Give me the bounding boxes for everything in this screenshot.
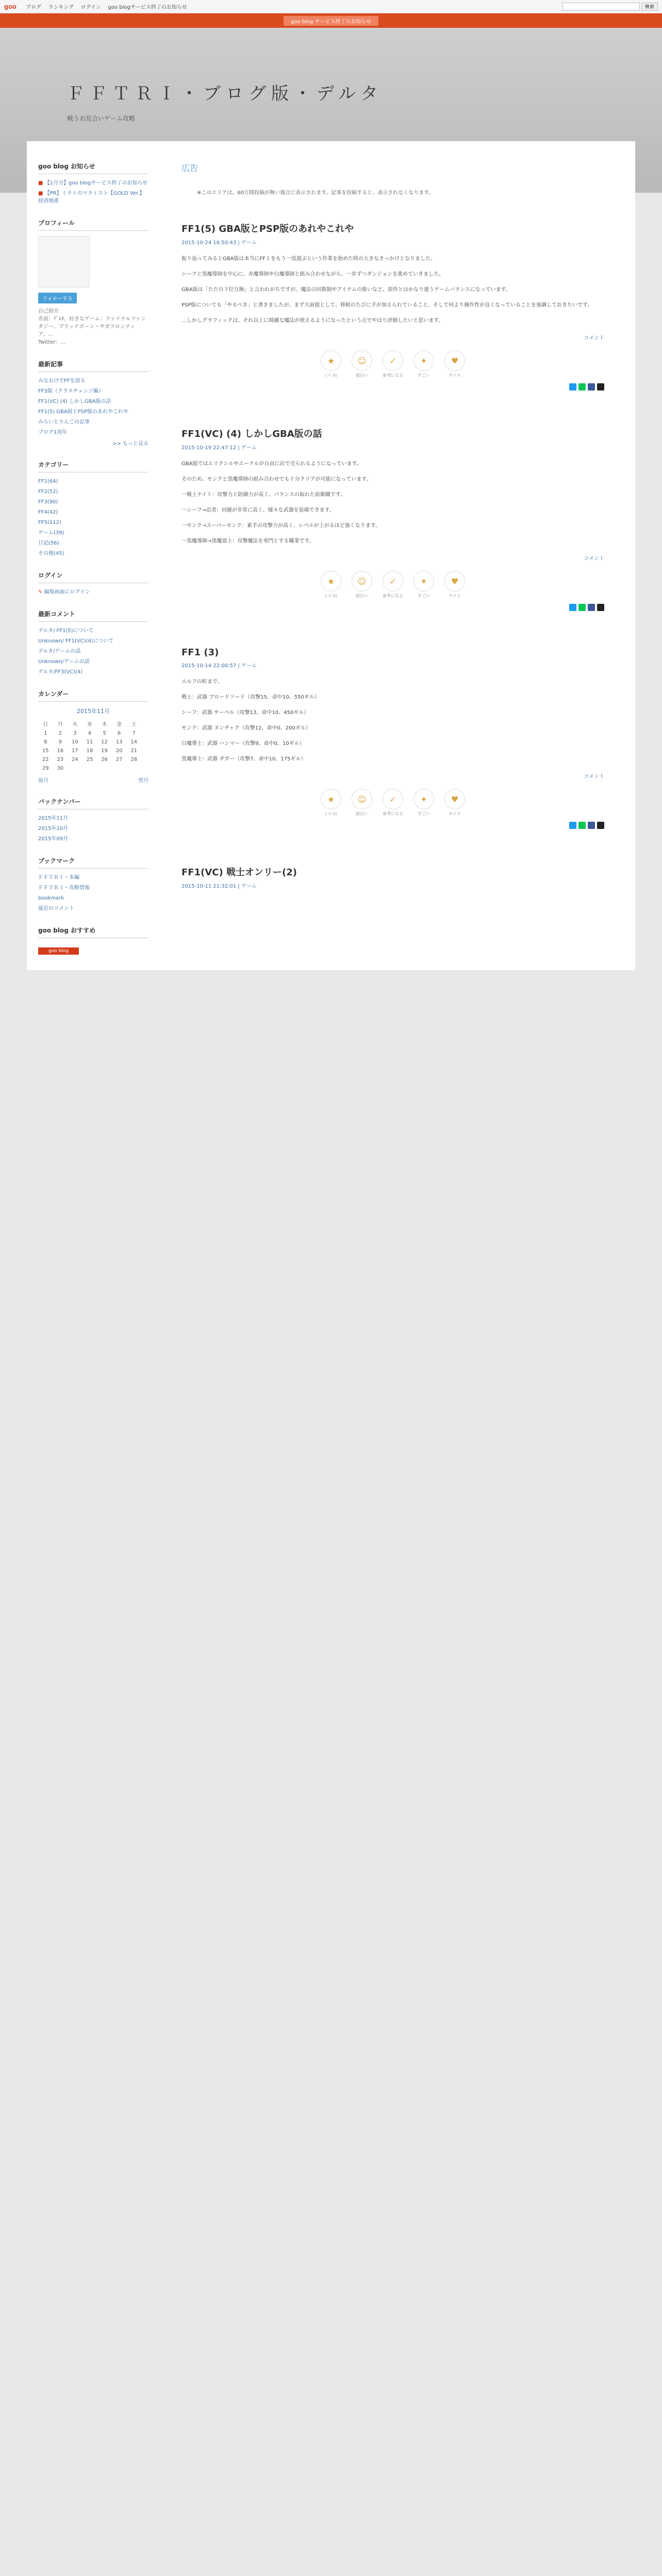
- reaction-icon: ☺: [352, 571, 372, 591]
- calendar-day: 1: [44, 731, 47, 736]
- calendar-weekday: 月: [57, 722, 63, 727]
- comment-item[interactable]: Unknown/ゲームの話: [38, 659, 90, 665]
- reaction-button[interactable]: [350, 350, 374, 378]
- calendar-day: 22: [42, 757, 49, 762]
- calendar-week: [38, 729, 141, 738]
- share-buttons: [181, 604, 604, 611]
- calendar-week: [38, 755, 141, 764]
- login-link[interactable]: [38, 588, 148, 596]
- pencil-icon: ✎: [38, 589, 44, 595]
- calendar-day: 10: [72, 739, 78, 745]
- sidebar: [27, 141, 156, 970]
- comments-heading: 最新コメント: [38, 609, 148, 622]
- comment-link[interactable]: コメント: [584, 335, 604, 341]
- category-heading: カテゴリー: [38, 460, 148, 472]
- hatena-share-icon[interactable]: [597, 604, 604, 611]
- comment-item[interactable]: デルタ/ゲームの話: [38, 649, 81, 654]
- category-item[interactable]: FF2(52): [38, 489, 58, 495]
- reaction-label: いいね: [325, 811, 337, 816]
- top-bar: [0, 0, 662, 13]
- bookmark-item[interactable]: ＦＦＴＲＩ・攻略情報: [38, 885, 90, 891]
- calendar-week: [38, 747, 141, 755]
- reaction-label: 参考になる: [383, 373, 403, 378]
- entry-paragraph: 一戦士ナイト：攻撃力と防御力が高く、バランスの取れた前衛職です。: [181, 492, 345, 498]
- recent-item[interactable]: ブログ1周年: [38, 430, 68, 435]
- blog-entry: [181, 865, 604, 889]
- line-share-icon[interactable]: [578, 383, 586, 391]
- entry-date[interactable]: 2015-10-11 21:32:01 | ゲーム: [181, 884, 257, 889]
- nav-blog[interactable]: ブログ: [25, 5, 41, 10]
- page-wrapper: [27, 141, 635, 970]
- recent-item[interactable]: みらいとりんごの記事: [38, 419, 90, 425]
- nav-ranking[interactable]: ランキング: [48, 5, 74, 10]
- calendar-weekday: 日: [43, 722, 48, 727]
- backnumber-item[interactable]: 2015年11月: [38, 816, 69, 821]
- recent-heading: 最新記事: [38, 360, 148, 372]
- reaction-button[interactable]: [443, 350, 467, 378]
- bookmark-item[interactable]: ＦＦＴＲＩ・本編: [38, 875, 79, 880]
- entry-body: [181, 460, 604, 546]
- calendar-day: [97, 764, 112, 773]
- calendar-day: 3: [73, 731, 77, 736]
- facebook-share-icon[interactable]: [588, 383, 595, 391]
- bullet-icon: ■: [38, 180, 45, 186]
- calendar-day: 26: [101, 757, 108, 762]
- reaction-button[interactable]: [350, 571, 374, 599]
- twitter-share-icon[interactable]: [569, 383, 576, 391]
- calendar-weekday: 木: [102, 722, 107, 727]
- reaction-button[interactable]: [381, 571, 405, 599]
- reaction-button[interactable]: [412, 350, 436, 378]
- calendar-table: [38, 718, 141, 773]
- category-item[interactable]: 日記(56): [38, 540, 59, 546]
- ad-note: ※このエリアは、60日間投稿が無い場合に表示されます。記事を投稿すると、表示されなくなります。: [197, 190, 434, 196]
- calendar-day: [112, 764, 127, 773]
- comment-item[interactable]: デルタ/FF3(VC)(4): [38, 669, 83, 675]
- calendar-next-link[interactable]: 翌月: [138, 778, 148, 784]
- reaction-label: いいね: [325, 373, 337, 378]
- reaction-button[interactable]: [443, 571, 467, 599]
- entry-body: [181, 255, 604, 325]
- reaction-button[interactable]: [319, 350, 343, 378]
- entry-paragraph: PSP版についても「やるべき」と書きましたが、まず大前提として、移植のたびに手が加えられていること、そして何より操作性が良くなっていることを強調しておきたいです。: [181, 302, 593, 308]
- reaction-button[interactable]: [319, 789, 343, 817]
- profile-line: Twitter：…: [38, 340, 66, 345]
- notice-bar: [0, 13, 662, 28]
- twitter-share-icon[interactable]: [569, 604, 576, 611]
- calendar-day: 24: [72, 757, 78, 762]
- info-heading: goo blog お知らせ: [38, 162, 148, 174]
- calendar-day: 7: [132, 731, 136, 736]
- calendar-month: 2015年11月: [77, 708, 110, 715]
- reaction-button[interactable]: [381, 789, 405, 817]
- twitter-share-icon[interactable]: [569, 822, 576, 829]
- calendar-week: [38, 738, 141, 747]
- calendar-day: 29: [42, 766, 49, 771]
- calendar-day: 18: [86, 748, 93, 754]
- goo-recommend-heading: goo blog おすすめ: [38, 926, 148, 938]
- backnumber-item[interactable]: 2015年09月: [38, 836, 69, 842]
- calendar-body: [38, 729, 141, 773]
- backnumber-heading: バックナンバー: [38, 797, 148, 809]
- reaction-label: いいね: [325, 594, 337, 598]
- entry-paragraph: GBA版ではエリクシルやエーテルが自由に店で売られるようになっています。: [181, 461, 362, 467]
- login-link-label: 編集画面にログイン: [44, 589, 91, 595]
- entry-list: [181, 222, 604, 889]
- blog-entry: [181, 427, 604, 611]
- calendar-day: 20: [115, 748, 123, 754]
- reaction-label: ナイス: [449, 373, 461, 378]
- nav-login[interactable]: ログイン: [80, 5, 102, 10]
- info-item-label: 【1月分】goo blogサービス終了のお知らせ: [44, 180, 148, 186]
- reaction-label: 面白い: [356, 373, 368, 378]
- info-item[interactable]: [38, 179, 148, 187]
- reaction-icon: ✦: [413, 571, 434, 591]
- goo-blog-badge[interactable]: goo blog: [38, 947, 79, 955]
- facebook-share-icon[interactable]: [588, 822, 595, 829]
- category-list: [38, 478, 148, 557]
- avatar: [38, 236, 90, 287]
- reaction-icon: ★: [321, 350, 341, 371]
- entry-paragraph: …しかしグラフィックは、それ以上に綺麗な魔法が使えるようになったという点でやはり評価したいと思います。: [181, 318, 444, 324]
- login-heading: ログイン: [38, 571, 148, 583]
- ad-label: 広告: [181, 163, 198, 173]
- calendar-day: 5: [103, 731, 106, 736]
- reaction-icon: ✦: [413, 350, 434, 371]
- calendar-heading: カレンダー: [38, 689, 148, 702]
- entry-date[interactable]: 2015-10-14 22:00:57 | ゲーム: [181, 663, 257, 669]
- reaction-buttons: [181, 789, 604, 817]
- calendar-weekday: 火: [72, 722, 78, 727]
- reaction-buttons: [181, 571, 604, 599]
- blog-description: 戦うお見合いゲーム攻略: [67, 115, 136, 122]
- hatena-share-icon[interactable]: [597, 822, 604, 829]
- reaction-icon: ☺: [352, 789, 372, 809]
- calendar-day: [68, 764, 82, 773]
- bookmark-list: [38, 874, 148, 912]
- calendar-day: [82, 764, 97, 773]
- reaction-button[interactable]: [412, 789, 436, 817]
- entry-paragraph: エルフの町まで。: [181, 679, 223, 685]
- entry-paragraph: モンク：武器 ヌンチャク（攻撃12、命中0、200ギル）: [181, 725, 311, 731]
- bookmark-item[interactable]: 最近のコメント: [38, 906, 74, 911]
- top-nav: [26, 3, 192, 10]
- top-search: [562, 3, 658, 11]
- entry-paragraph: そのため、モンクと黒魔導師の組み合わせでも十分クリアが可能になっています。: [181, 477, 372, 482]
- reaction-button[interactable]: [381, 350, 405, 378]
- calendar-weekday: 金: [117, 722, 122, 727]
- goo-logo[interactable]: goo: [4, 3, 16, 10]
- profile-line: 名前：ﾃﾞﾙﾀ、好きなゲーム：ファイナルファンタジー、ブラッドボーン・サガフロンティア、…: [38, 316, 146, 337]
- comment-link[interactable]: コメント: [584, 774, 604, 779]
- reaction-icon: ♥: [444, 571, 465, 591]
- entry-title[interactable]: FF1(5) GBA版とPSP版のあれやこれや: [181, 224, 354, 234]
- calendar-day: 4: [88, 731, 92, 736]
- blog-entry: [181, 222, 604, 391]
- entry-paragraph: 黒魔導士：武器 ダガー（攻撃7、命中10、175ギル）: [181, 756, 306, 762]
- blog-title[interactable]: ＦＦＴＲＩ・ブログ版・デルタ: [67, 83, 383, 104]
- line-share-icon[interactable]: [578, 822, 586, 829]
- info-item[interactable]: [38, 190, 148, 205]
- reaction-label: すごい: [418, 594, 430, 598]
- calendar-day: 17: [72, 748, 78, 754]
- calendar-day: 13: [115, 739, 123, 745]
- follow-button[interactable]: フォローする: [38, 293, 77, 303]
- reaction-buttons: [181, 350, 604, 378]
- backnumber-item[interactable]: 2015年10月: [38, 826, 69, 832]
- share-buttons: [181, 383, 604, 391]
- entry-body: [181, 678, 604, 764]
- comment-item[interactable]: デルタ/ FF1(5)について: [38, 628, 94, 634]
- entry-paragraph: 一モンク→スーパーモンク：素手の攻撃力が高く、レベルが上がるほど強くなります。: [181, 523, 380, 529]
- entry-paragraph: 一シーフ→忍者：回避が非常に高く、様々な武器を装備できます。: [181, 507, 335, 513]
- recent-item[interactable]: FF3版（クラスチェンジ編）: [38, 388, 104, 394]
- recent-item[interactable]: FF1(VC) (4) しかしGBA版の話: [38, 399, 111, 404]
- category-item[interactable]: その他(45): [38, 551, 64, 556]
- calendar-day: 9: [58, 739, 62, 745]
- reaction-icon: ✓: [383, 571, 403, 591]
- info-list: [38, 179, 148, 205]
- calendar-weekday: 土: [131, 722, 137, 727]
- calendar-day: 25: [86, 757, 93, 762]
- notice-link[interactable]: goo blog サービス終了のお知らせ: [284, 16, 378, 26]
- reaction-button[interactable]: [412, 571, 436, 599]
- reaction-label: 面白い: [356, 594, 368, 598]
- calendar-day: 2: [58, 731, 62, 736]
- reaction-label: すごい: [418, 811, 430, 816]
- calendar-day: 15: [42, 748, 49, 754]
- entry-paragraph: 白魔導士：武器 ハンマー（攻撃9、命中0、10ギル）: [181, 741, 305, 747]
- backnumber-list: [38, 815, 148, 843]
- calendar-day: 6: [117, 731, 121, 736]
- bookmark-heading: ブックマーク: [38, 856, 148, 869]
- profile-line: 自己紹介: [38, 309, 59, 314]
- category-item[interactable]: FF4(42): [38, 510, 58, 515]
- entry-paragraph: シーフと黒魔導師を中心に、赤魔導師や白魔導師と組み合わせながら、一歩ずつダンジョンを進めていきました。: [181, 272, 444, 277]
- reaction-label: ナイス: [449, 594, 461, 598]
- calendar-day: 27: [115, 757, 123, 762]
- bullet-icon: ■: [38, 191, 45, 196]
- entry-paragraph: シーフ：武器 サーベル（攻撃13、命中10、450ギル）: [181, 710, 309, 716]
- reaction-button[interactable]: [443, 789, 467, 817]
- recent-item[interactable]: FF1(5) GBA版とPSP版のあれやこれや: [38, 409, 129, 415]
- reaction-button[interactable]: [350, 789, 374, 817]
- reaction-icon: ♥: [444, 789, 465, 809]
- calendar-day: 14: [130, 739, 138, 745]
- reaction-label: ナイス: [449, 811, 461, 816]
- calendar-day: 30: [57, 766, 64, 771]
- search-input[interactable]: [562, 3, 640, 11]
- entry-title[interactable]: FF1(VC) 戦士オンリー(2): [181, 867, 297, 878]
- calendar-day: 11: [86, 739, 93, 745]
- calendar-prev-link[interactable]: 前月: [38, 778, 48, 784]
- entry-paragraph: 一黒魔導師→黒魔道士：攻撃魔法を専門とする職業です。: [181, 538, 315, 544]
- comments-list: [38, 627, 148, 676]
- category-item[interactable]: FF1(64): [38, 479, 58, 484]
- calendar-day: 19: [101, 748, 108, 754]
- profile-heading: プロフィール: [38, 218, 148, 231]
- nav-end-notice[interactable]: goo blogサービス終了のお知らせ: [108, 5, 187, 10]
- entry-date[interactable]: 2015-10-24 16:50:43 | ゲーム: [181, 240, 257, 246]
- reaction-icon: ★: [321, 789, 341, 809]
- bookmark-item[interactable]: bookmark: [38, 895, 64, 901]
- blog-entry: [181, 647, 604, 829]
- calendar-day: 8: [44, 739, 47, 745]
- calendar-weekday: 水: [87, 722, 92, 727]
- entry-title[interactable]: FF1 (3): [181, 647, 219, 658]
- search-button[interactable]: 検索: [641, 3, 658, 11]
- calendar-day: 21: [130, 748, 138, 754]
- reaction-label: すごい: [418, 373, 430, 378]
- reaction-label: 参考になる: [383, 811, 403, 816]
- recent-item[interactable]: みなおけでFFを語る: [38, 378, 86, 384]
- calendar-day: 12: [101, 739, 108, 745]
- reaction-label: 参考になる: [383, 594, 403, 598]
- line-share-icon[interactable]: [578, 604, 586, 611]
- share-buttons: [181, 822, 604, 829]
- entry-paragraph: 戦士：武器 ブロードソード（攻撃15、命中10、550ギル）: [181, 694, 320, 700]
- reaction-button[interactable]: [319, 571, 343, 599]
- info-item-label: 【PR】ミラトのマラミスト【GOLD Ver.】 経済関係: [38, 191, 145, 204]
- reaction-icon: ✓: [383, 789, 403, 809]
- reaction-icon: ☺: [352, 350, 372, 371]
- category-item[interactable]: FF3(90): [38, 499, 58, 505]
- calendar-day: 23: [57, 757, 64, 762]
- hatena-share-icon[interactable]: [597, 383, 604, 391]
- recent-more-link[interactable]: >> もっと見る: [112, 441, 148, 447]
- calendar-day: 28: [130, 757, 138, 762]
- comment-item[interactable]: Unknown/ FF1(VC)(4)について: [38, 638, 114, 644]
- category-item[interactable]: ゲーム(39): [38, 530, 64, 536]
- entry-date[interactable]: 2015-10-19 22:47:12 | ゲーム: [181, 445, 257, 451]
- recent-list: [38, 377, 148, 436]
- reaction-icon: ♥: [444, 350, 465, 371]
- reaction-icon: ✓: [383, 350, 403, 371]
- reaction-label: 面白い: [356, 811, 368, 816]
- entry-paragraph: GBA版は「ただの下位互換」と言われがちですが、魔法の回数制やアイテムの扱いなど、原作とはかなり違うゲームバランスになっています。: [181, 287, 511, 293]
- calendar-week: [38, 764, 141, 773]
- main-content: [156, 141, 635, 970]
- category-item[interactable]: FF5(112): [38, 520, 61, 526]
- calendar-day: 16: [57, 748, 64, 754]
- facebook-share-icon[interactable]: [588, 604, 595, 611]
- reaction-icon: ★: [321, 571, 341, 591]
- reaction-icon: ✦: [413, 789, 434, 809]
- comment-link[interactable]: コメント: [584, 556, 604, 562]
- entry-paragraph: 振り返ってみるとGBA版は本当にFF１をもう一度遊ぶという作業を始めた時の大きなきっかけとなりました。: [181, 256, 436, 262]
- calendar-day: [126, 764, 141, 773]
- entry-title[interactable]: FF1(VC) (4) しかしGBA版の話: [181, 429, 322, 439]
